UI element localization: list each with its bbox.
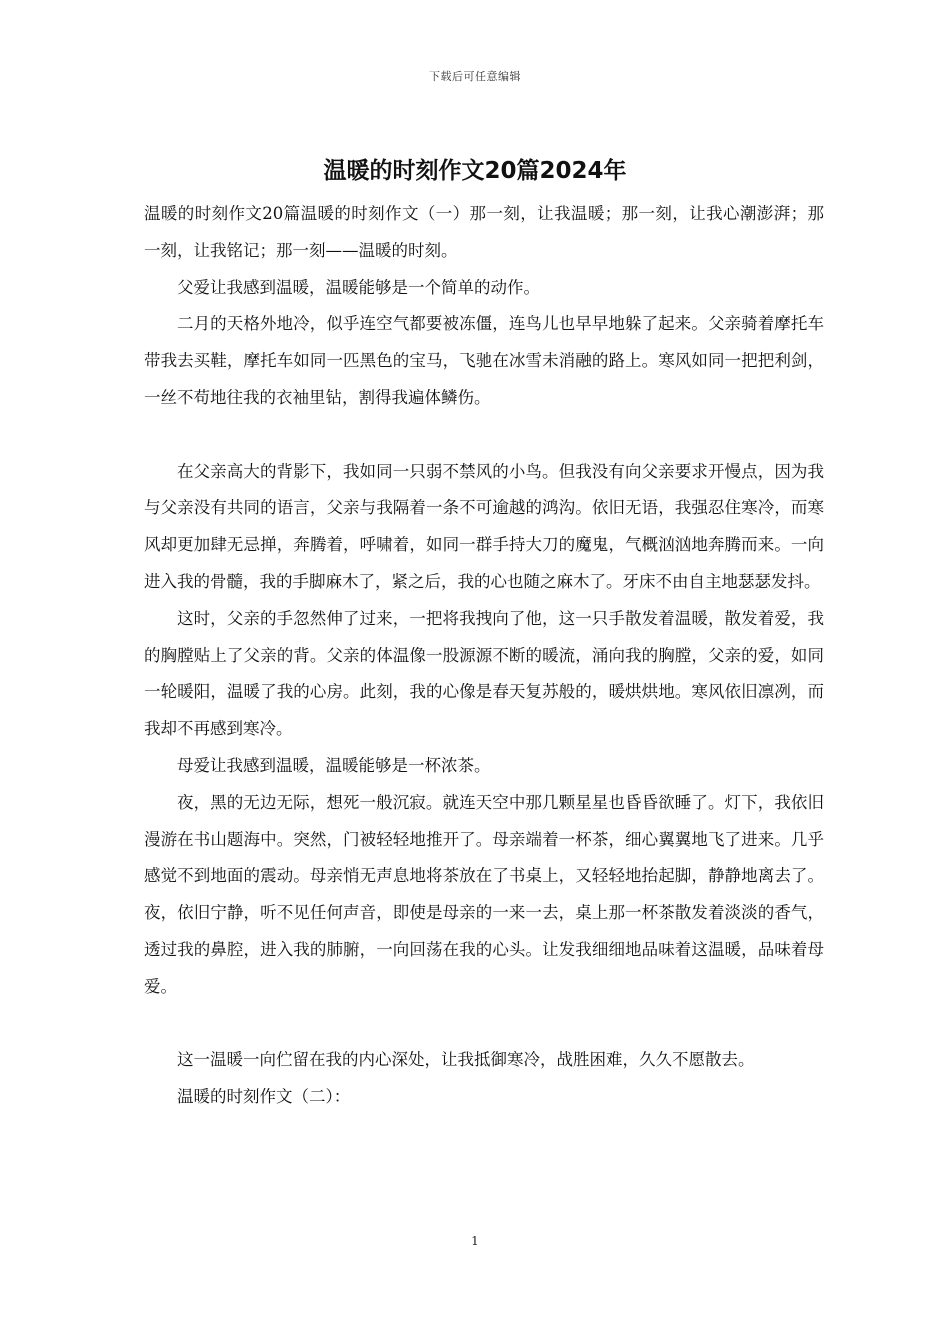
paragraph-father-love: 父爱让我感到温暖，温暖能够是一个简单的动作。 [177, 277, 540, 297]
paragraph-warmth-remains: 这一温暖一向伫留在我的内心深处，让我抵御寒冷，战胜困难，久久不愿散去。 [177, 1050, 755, 1070]
document-title: 温暖的时刻作文20篇2024年 [323, 158, 627, 184]
page-number: 1 [471, 1234, 479, 1248]
paragraph-spacer [144, 1006, 824, 1043]
paragraph-spacer [144, 417, 824, 454]
paragraph-essay-two-heading: 温暖的时刻作文（二）： [177, 1087, 351, 1107]
paragraph-father-back: 在父亲高大的背影下，我如同一只弱不禁风的小鸟。但我没有向父亲要求开慢点，因为我与父亲没有共同的语言，父亲与我隔着一条不可逾越的鸿沟。依旧无语，我强忍住寒冷，而寒风却更加肆无忌掸，奔腾着，呼啸着，如同一群手持大刀的魔鬼，气概汹汹地奔腾而来。一向进入我的骨髓，我的手脚麻木了，紧之后，我的心也随之麻木了。牙床不由自主地瑟瑟发抖。 [144, 461, 824, 591]
paragraph-night-tea: 夜，黑的无边无际，想死一般沉寂。就连天空中那几颗星星也昏昏欲睡了。灯下，我依旧漫游在书山题海中。突然，门被轻轻地推开了。母亲端着一杯茶，细心翼翼地飞了进来。几乎感觉不到地面的震动。母亲悄无声息地将茶放在了书桌上，又轻轻地抬起脚，静静地离去了。夜，依旧宁静，听不见任何声音，即使是母亲的一来一去，桌上那一杯茶散发着淡淡的香气，透过我的鼻腔，进入我的肺腑，一向回荡在我的心头。让发我细细地品味着这温暖，品味着母爱。 [144, 792, 824, 996]
paragraph-father-hand: 这时，父亲的手忽然伸了过来，一把将我拽向了他，这一只手散发着温暖，散发着爱，我的胸膛贴上了父亲的背。父亲的体温像一股源源不断的暖流，涌向我的胸膛，父亲的爱，如同一轮暖阳，温暖了我的心房。此刻，我的心像是春天复苏般的，暖烘烘地。寒风依旧凛冽，而我却不再感到寒冷。 [144, 608, 824, 739]
document-body [144, 196, 824, 1116]
paragraph-february-cold: 二月的天格外地冷，似乎连空气都要被冻僵，连鸟儿也早早地躲了起来。父亲骑着摩托车带我去买鞋，摩托车如同一匹黑色的宝马，飞驰在冰雪未消融的路上。寒风如同一把把利剑，一丝不苟地往我的衣袖里钻，割得我遍体鳞伤。 [144, 314, 824, 407]
paragraph-intro: 温暖的时刻作文20篇温暖的时刻作文（一）那一刻，让我温暖；那一刻，让我心潮澎湃；那一刻，让我铭记；那一刻——温暖的时刻。 [144, 204, 824, 260]
header-note: 下载后可任意编辑 [429, 70, 521, 83]
paragraph-mother-love: 母爱让我感到温暖，温暖能够是一杯浓茶。 [177, 755, 491, 775]
